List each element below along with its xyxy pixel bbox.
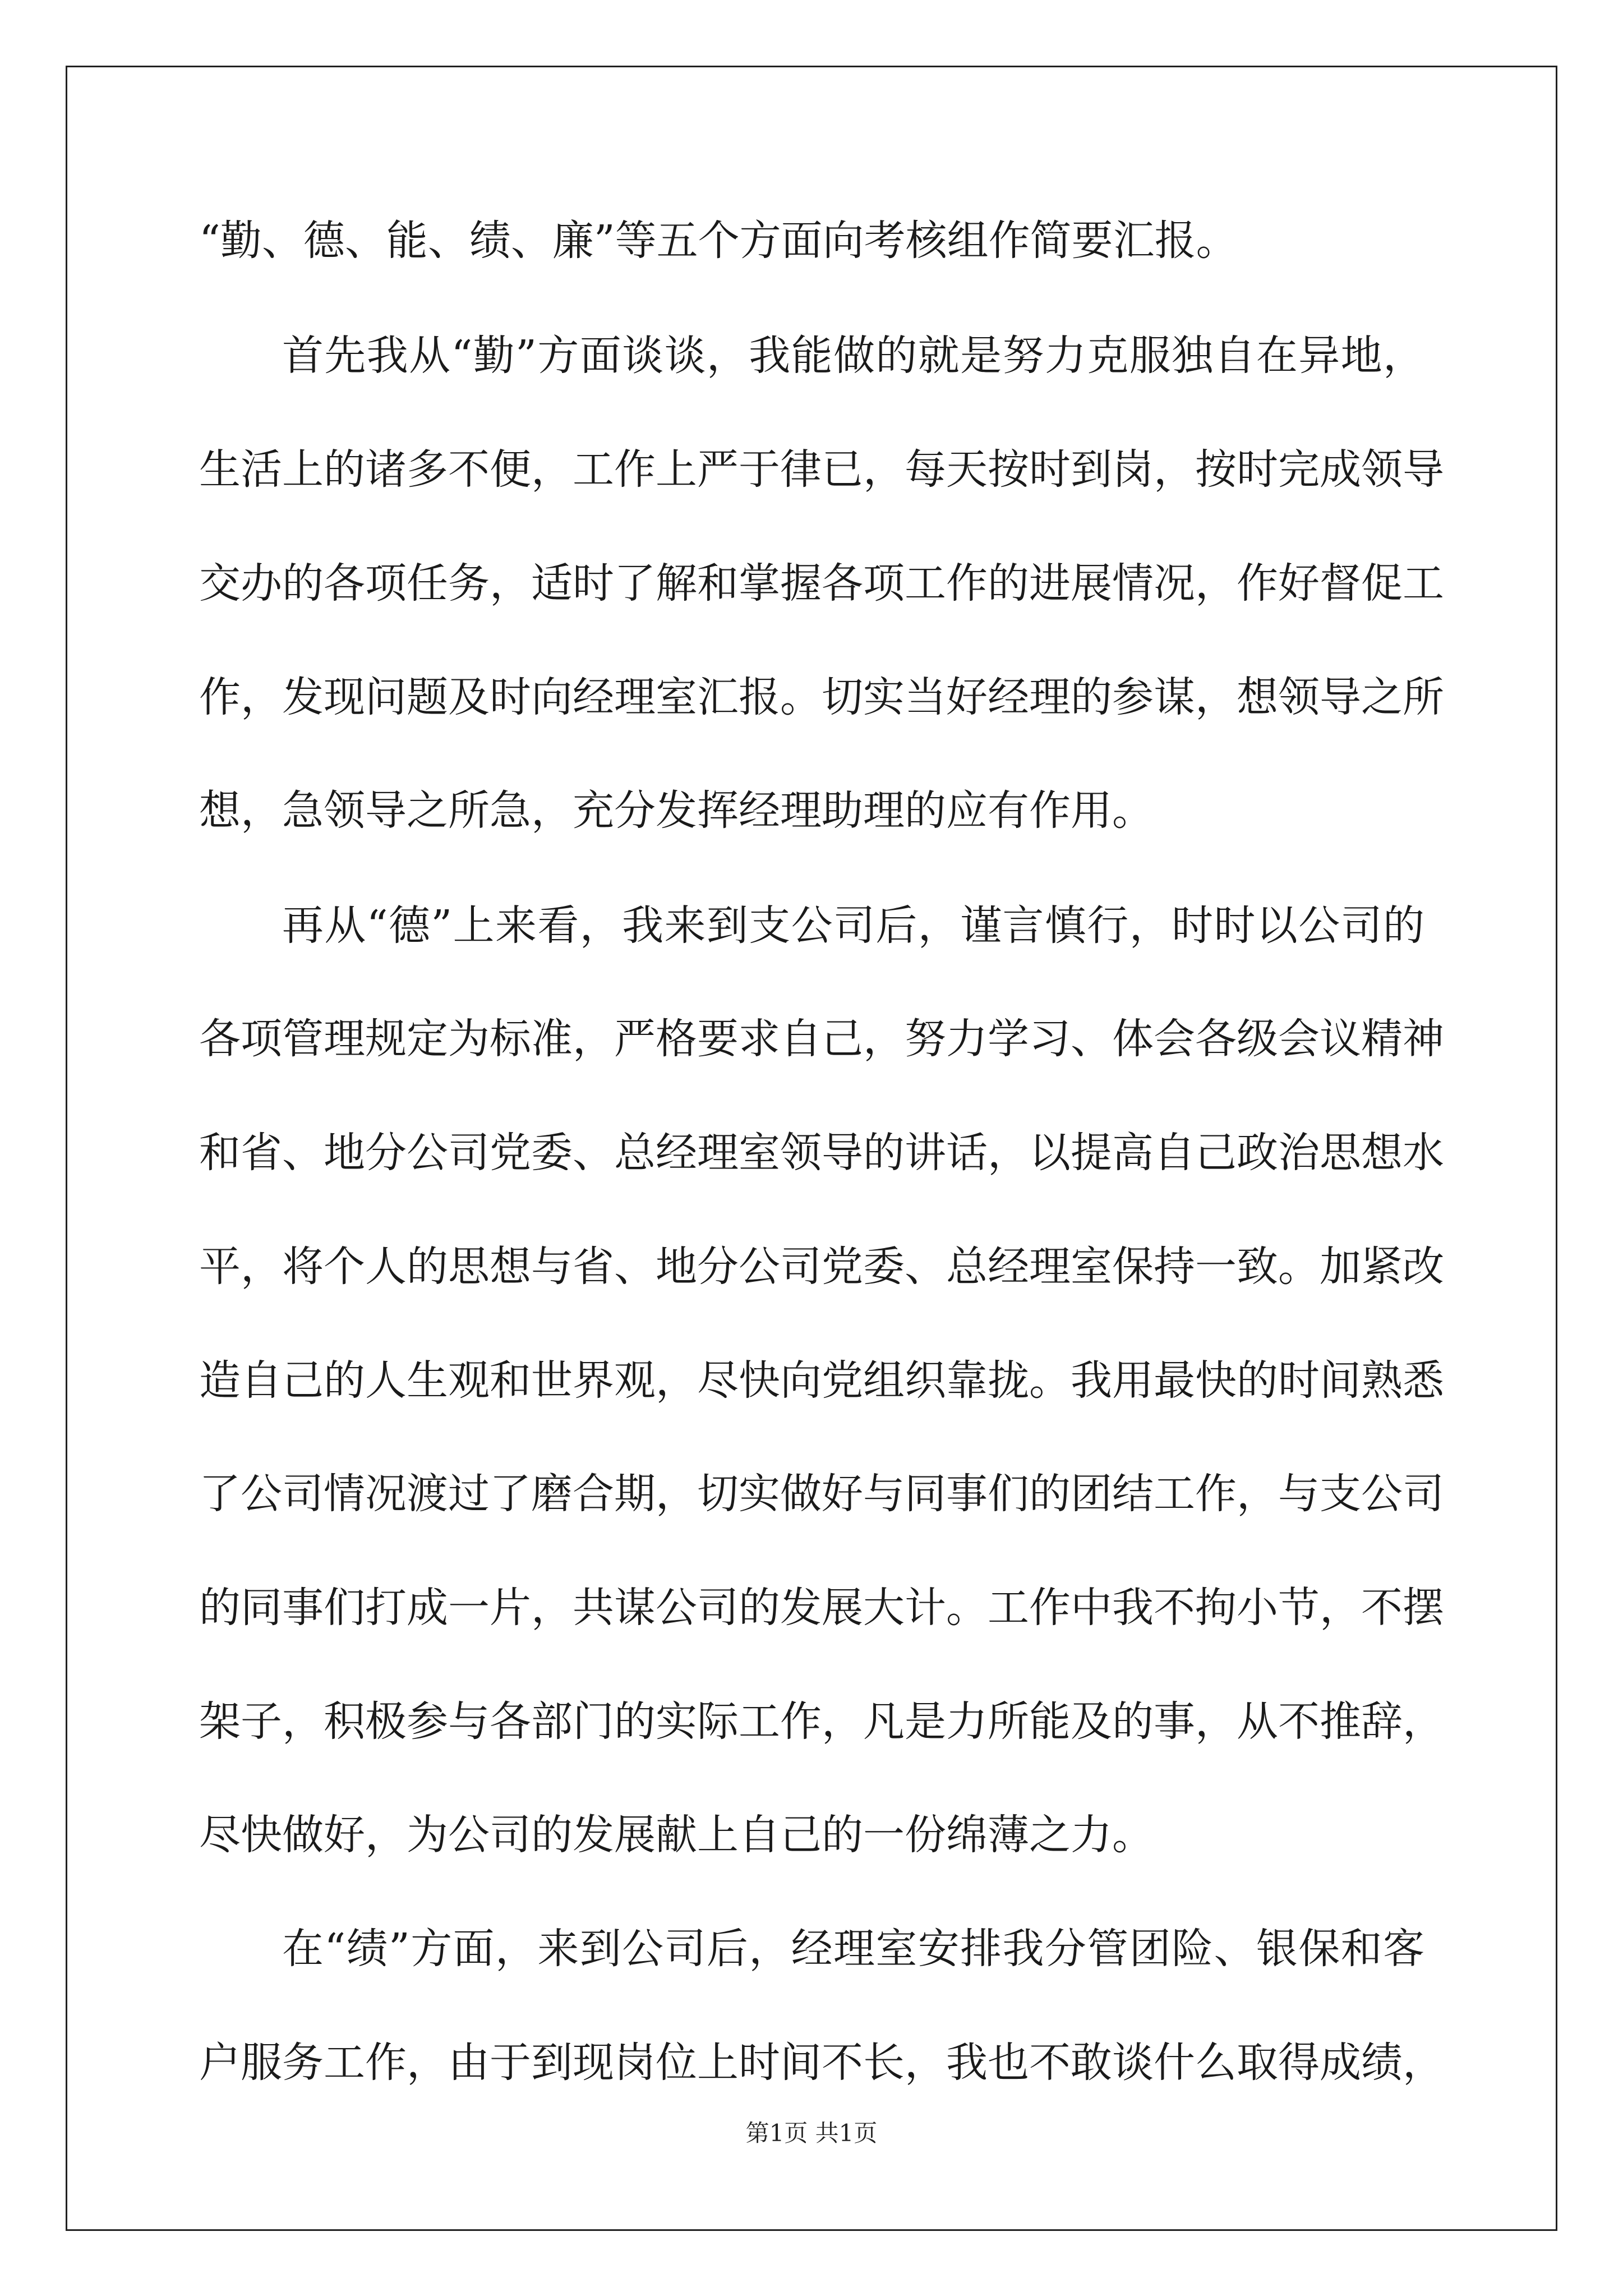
text-line: 架子，积极参与各部门的实际工作，凡是力所能及的事，从不推辞， <box>199 1697 1444 1746</box>
text-line: 尽快做好，为公司的发展献上自己的一份绵薄之力。 <box>199 1811 1154 1859</box>
paragraph-first-line: 首先我从“勤”方面谈谈，我能做的就是努力克服独自在异地， <box>282 332 1424 380</box>
page-number-footer: 第1页 共1页 <box>745 2119 878 2147</box>
text-line: “勤、德、能、绩、廉”等五个方面向考核组作简要汇报。 <box>199 217 1238 265</box>
text-line: 户服务工作，由于到现岗位上时间不长，我也不敢谈什么取得成绩， <box>199 2039 1444 2087</box>
text-line: 各项管理规定为标准，严格要求自己，努力学习、体会各级会议精神 <box>199 1015 1444 1063</box>
text-line: 平，将个人的思想与省、地分公司党委、总经理室保持一致。加紧改 <box>199 1243 1444 1291</box>
paragraph-first-line: 再从“德”上来看，我来到支公司后，谨言慎行，时时以公司的 <box>282 901 1424 950</box>
paragraph-first-line: 在“绩”方面，来到公司后，经理室安排我分管团险、银保和客 <box>282 1925 1424 1973</box>
text-line: 了公司情况渡过了磨合期，切实做好与同事们的团结工作，与支公司 <box>199 1470 1444 1518</box>
text-line: 和省、地分公司党委、总经理室领导的讲话，以提高自己政治思想水 <box>199 1129 1444 1177</box>
text-line: 的同事们打成一片，共谋公司的发展大计。工作中我不拘小节，不摆 <box>199 1584 1444 1632</box>
text-line: 造自己的人生观和世界观，尽快向党组织靠拢。我用最快的时间熟悉 <box>199 1356 1444 1405</box>
text-line: 交办的各项任务，适时了解和掌握各项工作的进展情况，作好督促工 <box>199 559 1444 608</box>
text-line: 想，急领导之所急，充分发挥经理助理的应有作用。 <box>199 786 1154 835</box>
text-line: 生活上的诸多不便，工作上严于律已，每天按时到岗，按时完成领导 <box>199 445 1444 494</box>
text-line: 作，发现问题及时向经理室汇报。切实当好经理的参谋，想领导之所 <box>199 673 1444 721</box>
